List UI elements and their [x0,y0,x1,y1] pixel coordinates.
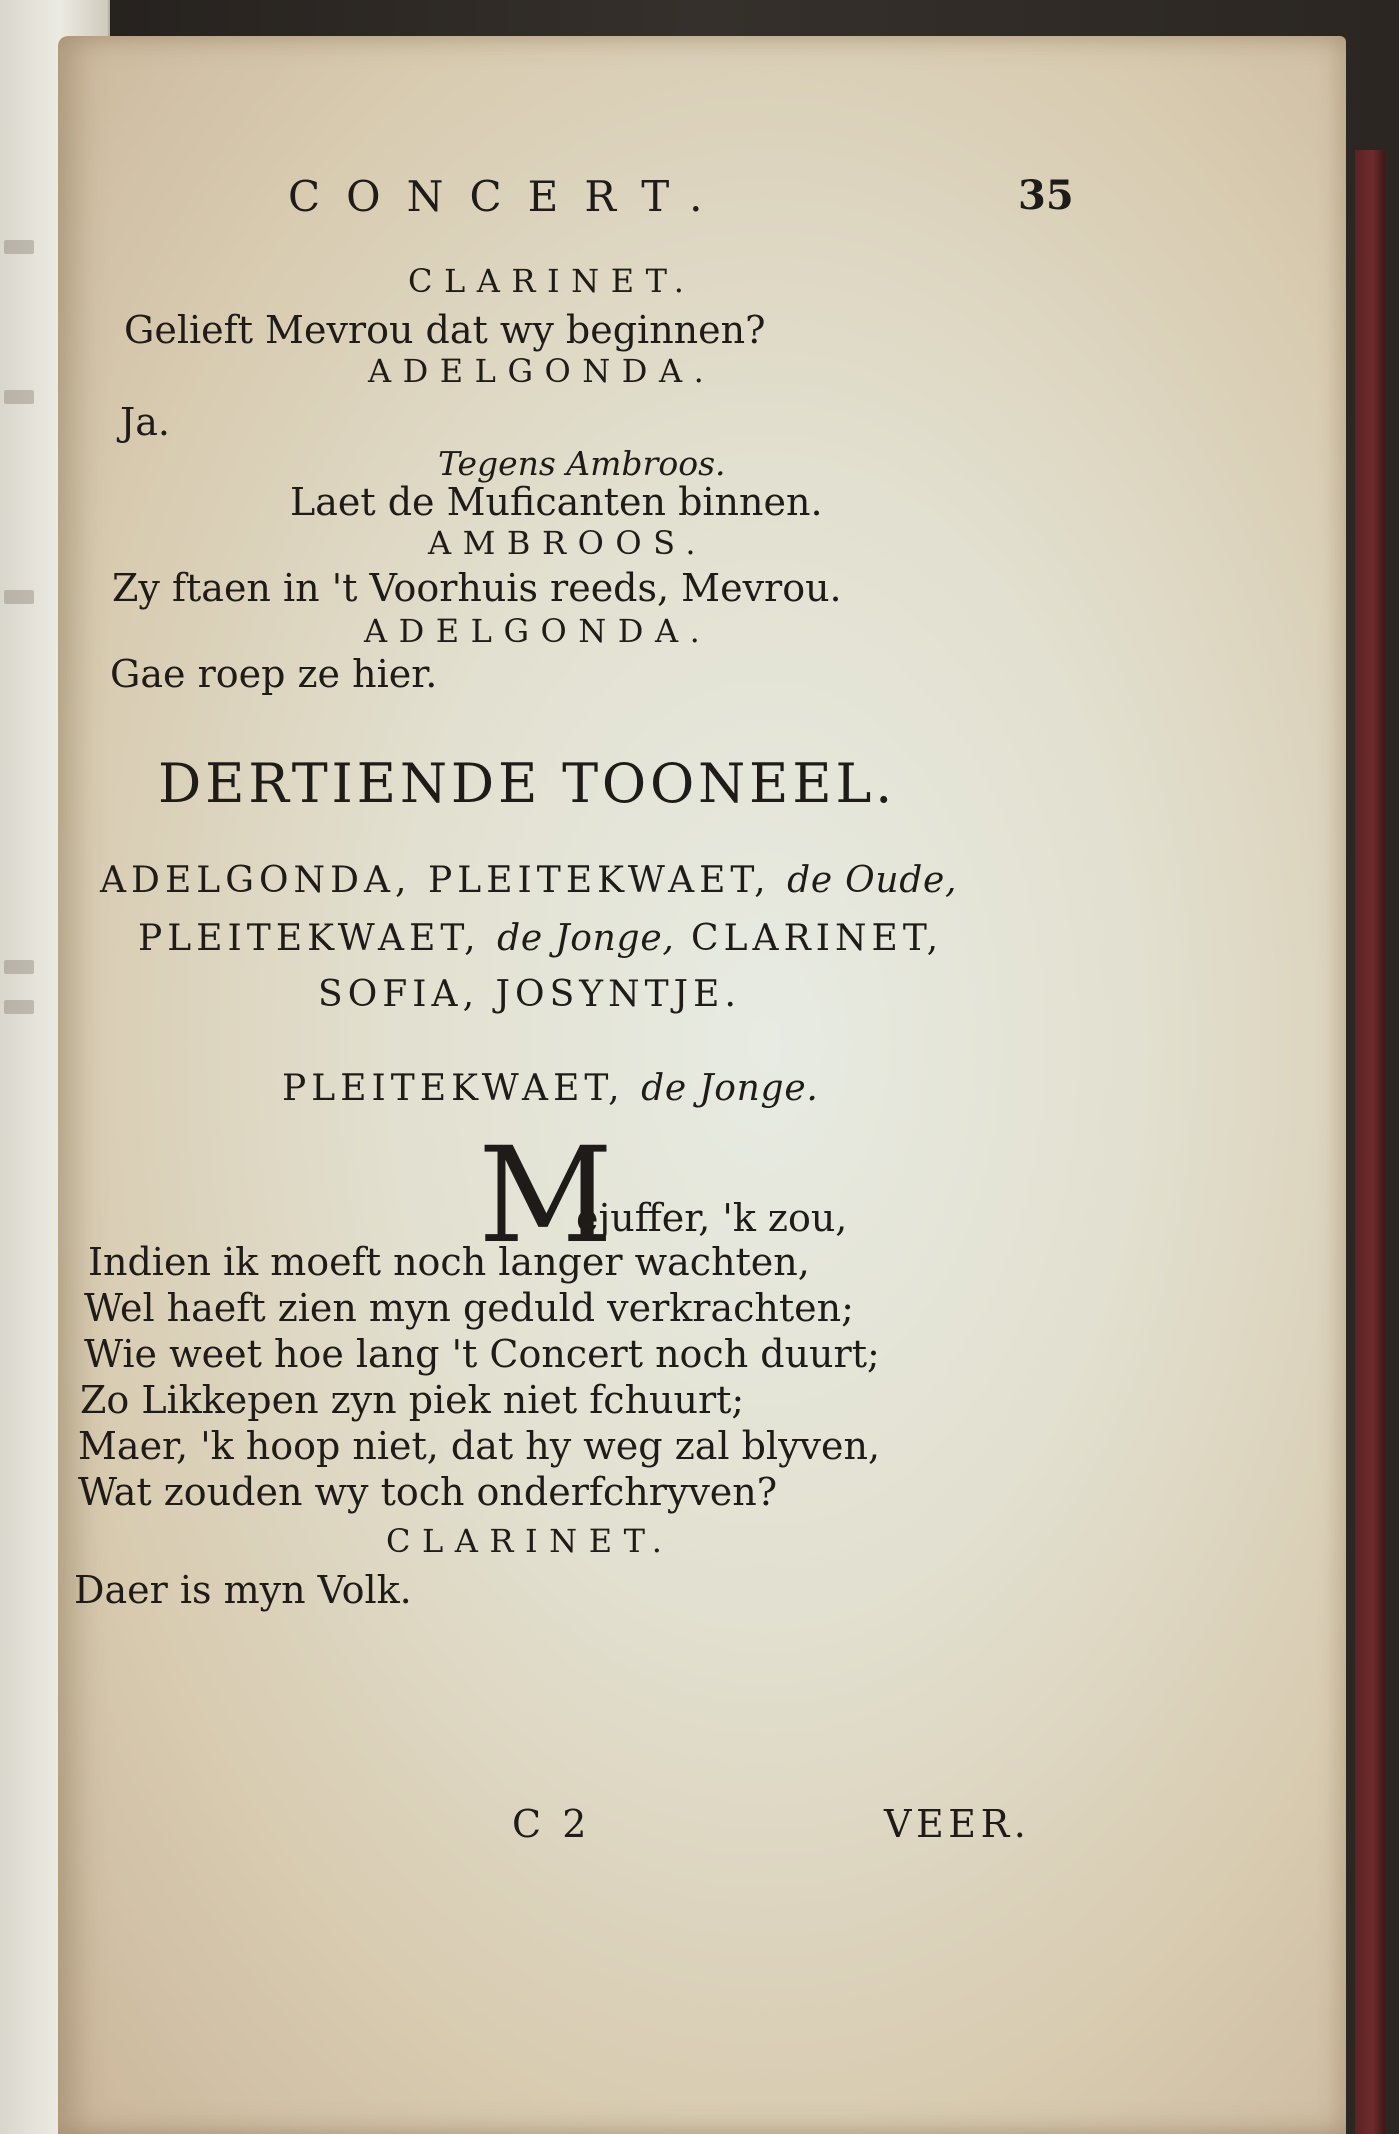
cast-line [100,860,957,901]
speaker-label: ADELGONDA. [368,352,716,390]
speech-line: Zy ftaen in 't Voorhuis reeds, Mevrou. [112,566,842,610]
verse-line: Wie weet hoe lang 't Concert noch duurt; [84,1332,880,1376]
cast-qualifier: de Oude, [787,860,958,901]
signature-mark: C 2 [512,1802,592,1846]
catchword: VEER. [884,1802,1031,1846]
speech-line: Gelieft Mevrou dat wy beginnen? [124,308,766,352]
speaker-heading-qualifier: de Jonge. [641,1068,819,1109]
page-number: 35 [1018,172,1074,219]
speech-line: Laet de Muficanten binnen. [290,480,823,524]
speaker-heading [282,1068,819,1109]
cast-names: PLEITEKWAET, [138,918,481,959]
cast-qualifier: de Jonge, [497,918,675,959]
speaker-label: ADELGONDA. [364,612,712,650]
stage-direction: Tegens Ambroos. [438,444,726,483]
speech-line: Ja. [120,400,170,444]
speech-line: Daer is myn Volk. [74,1568,412,1612]
speaker-label: AMBROOS. [428,524,708,562]
cast-names: ADELGONDA, PLEITEKWAET, [100,860,771,901]
verse-line: Zo Likkepen zyn piek niet fchuurt; [80,1378,745,1422]
cast-line: SOFIA, JOSYNTJE. [318,974,741,1015]
cast-line [138,918,943,959]
verse-line: Wel haeft zien myn geduld verkrachten; [84,1286,854,1330]
verse-line: Maer, 'k hoop niet, dat hy weg zal blyven, [78,1424,881,1468]
speaker-label: CLARINET. [408,262,696,300]
verse-line: Wat zouden wy toch onderfchryven? [78,1470,778,1514]
drop-cap: M [478,1119,614,1273]
speaker-label: CLARINET. [386,1522,674,1560]
cast-names: CLARINET, [691,918,944,959]
verse-line: Indien ik moeft noch langer wachten, [88,1240,810,1284]
speech-line: Gae roep ze hier. [110,652,438,696]
speaker-heading-name: PLEITEKWAET, [282,1068,625,1109]
verse-line: ejuffer, 'k zou, [576,1196,848,1240]
running-title: CONCERT. [288,172,729,221]
scene-title: DERTIENDE TOONEEL. [158,752,897,815]
